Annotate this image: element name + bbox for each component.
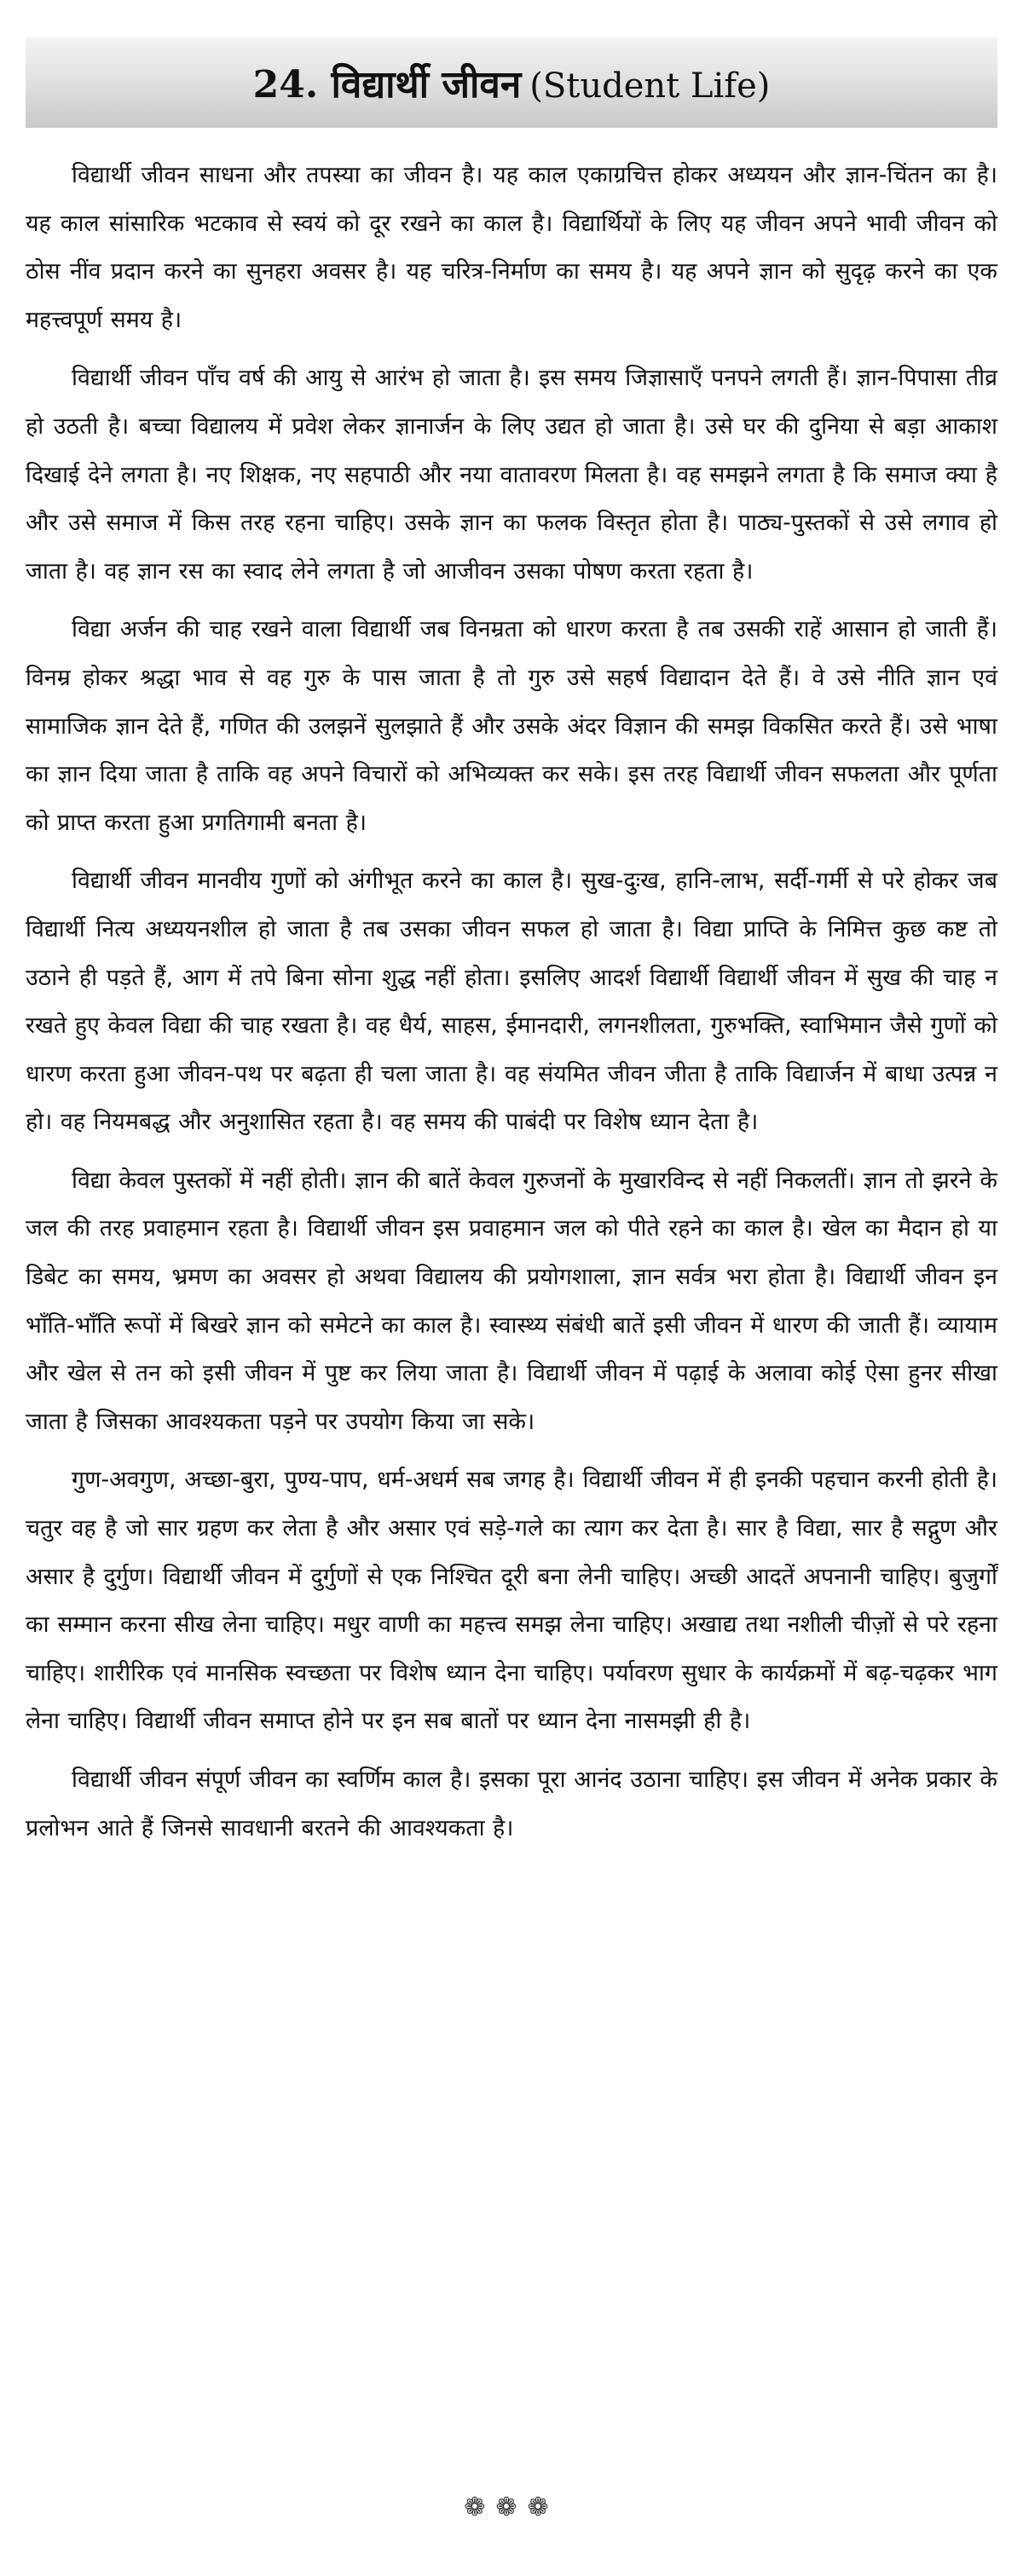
page-title xyxy=(253,57,771,108)
title-banner xyxy=(26,37,997,128)
flower-ornament-icon: ❁❁❁ xyxy=(464,2492,559,2522)
paragraph-7: विद्यार्थी जीवन संपूर्ण जीवन का स्वर्णिम काल है। इसका पूरा आनंद उठाना चाहिए। इस जीवन में अनेक प्रकार के प्रलोभन आते हैं जिनसे सावधानी बरतने की आवश्यकता है। xyxy=(26,1766,997,1841)
paragraph-4: विद्यार्थी जीवन मानवीय गुणों को अंगीभूत करने का काल है। सुख-दुःख, हानि-लाभ, सर्दी-गर्मी से परे होकर जब विद्यार्थी नित्य अध्ययनशील हो जाता है तब उसका जीवन सफल हो जाता है। विद्या प्राप्ति के निमित्त कुछ कष्ट तो उठाने ही पड़ते हैं, आग में तपे बिना सोना शुद्ध नहीं होता। इसलिए आदर्श विद्यार्थी विद्यार्थी जीवन में सुख की चाह न रखते हुए केवल विद्या की चाह रखता है। वह धैर्य, साहस, ईमानदारी, लगनशीलता, गुरुभक्ति, स्वाभिमान जैसे गुणों को धारण करता हुआ जीवन-पथ पर बढ़ता ही चला जाता है। वह संयमित जीवन जीता है ताकि विद्यार्जन में बाधा उत्पन्न न हो। वह नियमबद्ध और अनुशासित रहता है। वह समय की पाबंदी पर विशेष ध्यान देता है। xyxy=(26,867,997,1136)
paragraph-3: विद्या अर्जन की चाह रखने वाला विद्यार्थी जब विनम्रता को धारण करता है तब उसकी राहें आसान हो जाती हैं। विनम्र होकर श्रद्धा भाव से वह गुरु के पास जाता है तो गुरु उसे सहर्ष विद्यादान देते हैं। वे उसे नीति ज्ञान एवं सामाजिक ज्ञान देते हैं, गणित की उलझनें सुलझाते हैं और उसके अंदर विज्ञान की समझ विकसित करते हैं। उसे भाषा का ज्ञान दिया जाता है ताकि वह अपने विचारों को अभिव्यक्त कर सके। इस तरह विद्यार्थी जीवन सफलता और पूर्णता को प्राप्त करता हुआ प्रगतिगामी बनता है। xyxy=(26,616,997,836)
paragraph-2: विद्यार्थी जीवन पाँच वर्ष की आयु से आरंभ हो जाता है। इस समय जिज्ञासाएँ पनपने लगती हैं। ज्ञान-पिपासा तीव्र हो उठती है। बच्चा विद्यालय में प्रवेश लेकर ज्ञानार्जन के लिए उद्यत हो जाता है। उसे घर की दुनिया से बड़ा आकाश दिखाई देने लगता है। नए शिक्षक, नए सहपाठी और नया वातावरण मिलता है। वह समझने लगता है कि समाज क्या है और उसे समाज में किस तरह रहना चाहिए। उसके ज्ञान का फलक विस्तृत होता है। पाठ्य-पुस्तकों से उसे लगाव हो जाता है। वह ज्ञान रस का स्वाद लेने लगता है जो आजीवन उसका पोषण करता रहता है। xyxy=(26,365,997,585)
paragraph-1: विद्यार्थी जीवन साधना और तपस्या का जीवन है। यह काल एकाग्रचित्त होकर अध्ययन और ज्ञान-चिंतन का है। यह काल सांसारिक भटकाव से स्वयं को दूर रखने का काल है। विद्यार्थियों के लिए यह जीवन अपने भावी जीवन को ठोस नींव प्रदान करने का सुनहरा अवसर है। यह चरित्र-निर्माण का समय है। यह अपने ज्ञान को सुदृढ़ करने का एक महत्त्वपूर्ण समय है। xyxy=(26,162,997,333)
title-subtitle: (Student Life) xyxy=(529,66,771,106)
paragraph-5: विद्या केवल पुस्तकों में नहीं होती। ज्ञान की बातें केवल गुरुजनों के मुखारविन्द से नहीं निकलतीं। ज्ञान तो झरने के जल की तरह प्रवाहमान रहता है। विद्यार्थी जीवन इस प्रवाहमान जल को पीते रहने का काल है। खेल का मैदान हो या डिबेट का समय, भ्रमण का अवसर हो अथवा विद्यालय की प्रयोगशाला, ज्ञान सर्वत्र भरा होता है। विद्यार्थी जीवन इन भाँति-भाँति रूपों में बिखरे ज्ञान को समेटने का काल है। स्वास्थ्य संबंधी बातें इसी जीवन में धारण की जाती हैं। व्यायाम और खेल से तन को इसी जीवन में पुष्ट कर लिया जाता है। विद्यार्थी जीवन में पढ़ाई के अलावा कोई ऐसा हुनर सीखा जाता है जिसका आवश्यकता पड़ने पर उपयोग किया जा सके। xyxy=(26,1167,997,1435)
essay-body xyxy=(26,152,997,1863)
paragraph-6: गुण-अवगुण, अच्छा-बुरा, पुण्य-पाप, धर्म-अधर्म सब जगह है। विद्यार्थी जीवन में ही इनकी पहचान करनी होती है। चतुर वह है जो सार ग्रहण कर लेता है और असार एवं सड़े-गले का त्याग कर देता है। सार है विद्या, सार है सद्गुण और असार है दुर्गुण। विद्यार्थी जीवन में दुर्गुणों से एक निश्चित दूरी बना लेनी चाहिए। अच्छी आदतें अपनानी चाहिए। बुजुर्गों का सम्मान करना सीख लेना चाहिए। मधुर वाणी का महत्त्व समझ लेना चाहिए। अखाद्य तथा नशीली चीज़ों से परे रहना चाहिए। शारीरिक एवं मानसिक स्वच्छता पर विशेष ध्यान देना चाहिए। पर्यावरण सुधार के कार्यक्रमों में बढ़-चढ़कर भाग लेना चाहिए। विद्यार्थी जीवन समाप्त होने पर इन सब बातों पर ध्यान देना नासमझी ही है। xyxy=(26,1467,997,1735)
title-main: 24. विद्यार्थी जीवन xyxy=(252,63,522,107)
